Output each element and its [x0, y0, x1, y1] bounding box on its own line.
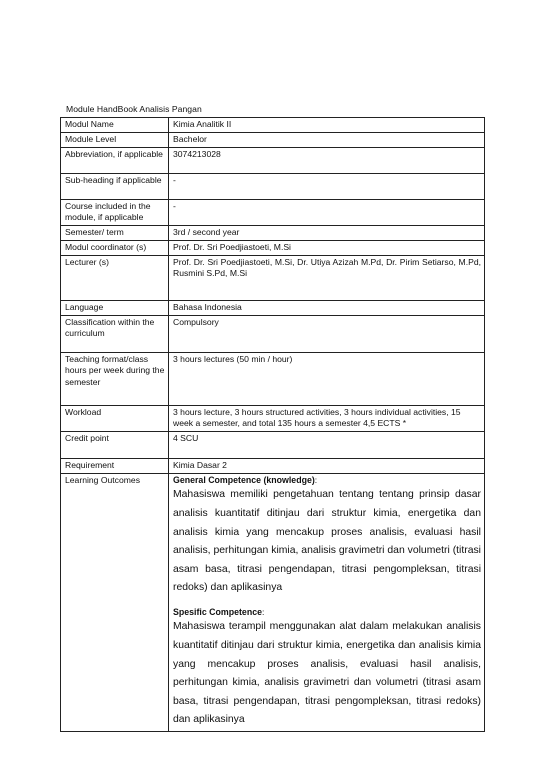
row-label: Workload	[61, 406, 169, 432]
table-row	[61, 241, 485, 256]
row-value: Prof. Dr. Sri Poedjiastoeti, M.Si	[169, 241, 485, 256]
page-title: Module HandBook Analisis Pangan	[66, 104, 202, 114]
row-label: Learning Outcomes	[61, 474, 169, 732]
row-label: Semester/ term	[61, 226, 169, 241]
table-row	[61, 353, 485, 406]
specific-competence-text: Mahasiswa terampil menggunakan alat dalam melakukan analisis kuantitatif ditinjau dari struktur kimia, energetika dan analisis kimia yang mencakup proses analisis, evaluasi hasil analisis, perhitungan kimia, analisis gravimetri dan volumetri (titrasi asam basa, titrasi pengendapan, titrasi pengompleksan, titrasi redoks) dan aplikasinya	[173, 621, 481, 726]
row-label: Course included in the module, if applicable	[61, 200, 169, 226]
row-value: Prof. Dr. Sri Poedjiastoeti, M.Si, Dr. Utiya Azizah M.Pd, Dr. Pirim Setiarso, M.Pd, Rusmini S.Pd, M.Si	[169, 256, 485, 301]
table-row	[61, 432, 485, 459]
table-row	[61, 174, 485, 200]
row-value: 3rd / second year	[169, 226, 485, 241]
module-table	[60, 117, 485, 732]
row-value: 3 hours lecture, 3 hours structured activities, 3 hours individual activities, 15 week a semester, and total 135 hours a semester 4,5 ECTS *	[169, 406, 485, 432]
row-label: Requirement	[61, 459, 169, 474]
row-value: -	[169, 200, 485, 226]
table-row	[61, 226, 485, 241]
row-label: Language	[61, 301, 169, 316]
table-row	[61, 133, 485, 148]
row-value: Bachelor	[169, 133, 485, 148]
table-row	[61, 474, 485, 732]
row-value: 3 hours lectures (50 min / hour)	[169, 353, 485, 406]
table-row	[61, 459, 485, 474]
row-label: Sub-heading if applicable	[61, 174, 169, 200]
general-competence-heading: General Competence (knowledge)	[173, 475, 315, 485]
table-row	[61, 301, 485, 316]
row-value: 4 SCU	[169, 432, 485, 459]
row-label: Modul Name	[61, 118, 169, 133]
general-competence-text: Mahasiswa memiliki pengetahuan tentang tentang prinsip dasar analisis kuantitatif ditinjau dari struktur kimia, energetika dan analisis kimia yang mencakup proses analisis, evaluasi hasil analisis, perhitungan kimia, analisis gravimetri dan volumetri (titrasi asam basa, titrasi pengendapan, titrasi pengompleksan, titrasi redoks) dan aplikasinya	[173, 489, 481, 594]
row-label: Modul coordinator (s)	[61, 241, 169, 256]
row-value: Bahasa Indonesia	[169, 301, 485, 316]
row-value: -	[169, 174, 485, 200]
row-label: Lecturer (s)	[61, 256, 169, 301]
row-label: Credit point	[61, 432, 169, 459]
learning-outcomes-cell: General Competence (knowledge): Mahasiswa memiliki pengetahuan tentang tentang prinsip dasar analisis kuantitatif ditinjau dari struktur kimia, energetika dan analisis kimia yang mencakup proses analisis, evaluasi hasil analisis, perhitungan kimia, analisis gravimetri dan volumetri (titrasi asam basa, titrasi pengendapan, titrasi pengompleksan, titrasi redoks) dan aplikasinya Spesific Competence: Mahasiswa terampil menggunakan alat dalam melakukan analisis kuantitatif ditinjau dari struktur kimia, energetika dan analisis kimia yang mencakup proses analisis, evaluasi hasil analisis, perhitungan kimia, analisis gravimetri dan volumetri (titrasi asam basa, titrasi pengendapan, titrasi pengompleksan, titrasi redoks) dan aplikasinya	[169, 474, 485, 732]
row-label: Classification within the curriculum	[61, 316, 169, 353]
row-label: Teaching format/class hours per week during the semester	[61, 353, 169, 406]
row-value: Kimia Dasar 2	[169, 459, 485, 474]
specific-competence-heading: Spesific Competence	[173, 606, 262, 617]
table-row	[61, 148, 485, 174]
table-row	[61, 200, 485, 226]
table-row	[61, 406, 485, 432]
table-row	[61, 316, 485, 353]
row-label: Abbreviation, if applicable	[61, 148, 169, 174]
row-value: Kimia Analitik II	[169, 118, 485, 133]
row-label: Module Level	[61, 133, 169, 148]
row-value: Compulsory	[169, 316, 485, 353]
table-row	[61, 118, 485, 133]
row-value: 3074213028	[169, 148, 485, 174]
table-row	[61, 256, 485, 301]
